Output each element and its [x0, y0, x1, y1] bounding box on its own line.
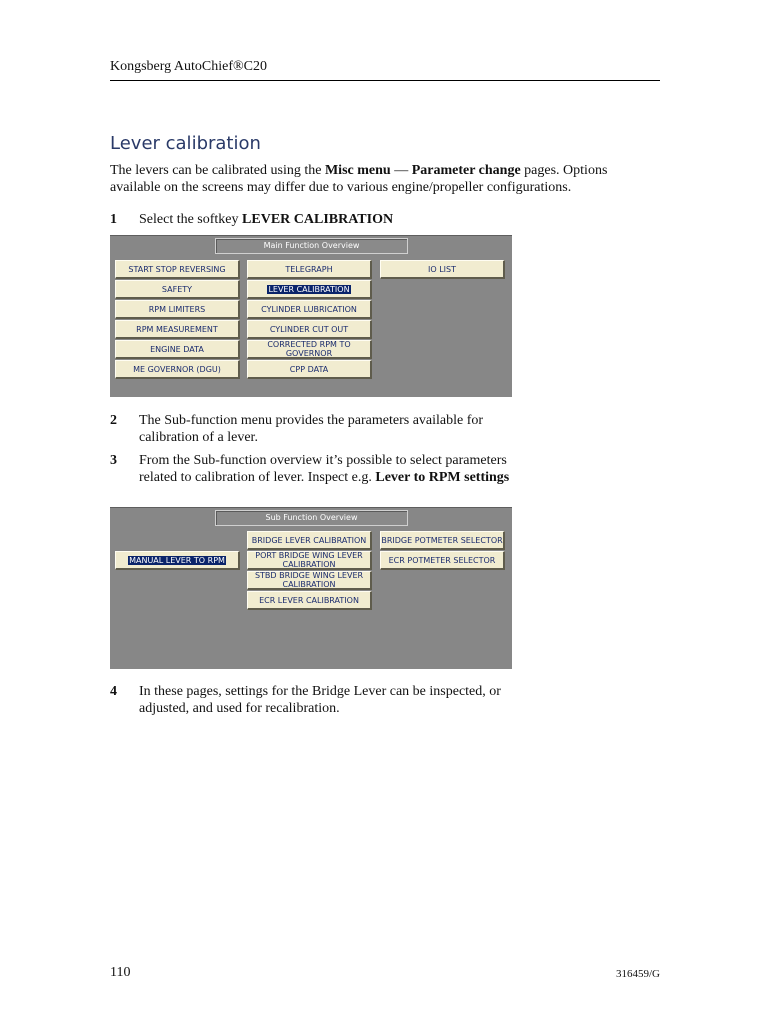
- button-label: PORT BRIDGE WING LEVER CALIBRATION: [255, 551, 363, 569]
- button-label: ENGINE DATA: [150, 344, 204, 354]
- sub-function-overview-panel: [110, 507, 512, 669]
- port-bridge-wing-lever-calibration-button[interactable]: [247, 551, 372, 570]
- ecr-potmeter-selector-button[interactable]: [380, 551, 505, 570]
- button-label: SAFETY: [161, 284, 193, 294]
- button-label: BRIDGE POTMETER SELECTOR: [381, 535, 503, 545]
- button-label: TELEGRAPH: [285, 264, 333, 274]
- step-bold-text: LEVER CALIBRATION: [242, 212, 394, 227]
- step-2: [110, 413, 540, 446]
- intro-bold-parameter-change: Parameter change: [411, 163, 521, 178]
- intro-text-1: The levers can be calibrated using the: [110, 163, 325, 178]
- main-function-overview-panel: [110, 235, 512, 397]
- button-label: ME GOVERNOR (DGU): [133, 364, 221, 374]
- sub-function-overview-title: Sub Function Overview: [215, 510, 408, 526]
- manual-lever-to-rpm-button[interactable]: [115, 551, 240, 570]
- rpm-measurement-button[interactable]: [115, 320, 240, 339]
- main-function-overview-title: Main Function Overview: [215, 238, 408, 254]
- cpp-data-button[interactable]: [247, 360, 372, 379]
- step-number: 1: [110, 212, 117, 227]
- header-rule: [110, 80, 660, 81]
- button-label: BRIDGE LEVER CALIBRATION: [251, 535, 367, 545]
- button-label-selected: LEVER CALIBRATION: [268, 284, 350, 294]
- step-number: 3: [110, 453, 117, 468]
- step-3: [110, 453, 540, 486]
- document-id: 316459/G: [616, 968, 660, 980]
- intro-bold-misc-menu: Misc menu: [324, 163, 391, 178]
- document-header: Kongsberg AutoChief®C20: [110, 59, 267, 74]
- button-label: IO LIST: [428, 264, 456, 274]
- button-label: CYLINDER LUBRICATION: [261, 304, 357, 314]
- step-number: 2: [110, 413, 117, 428]
- page-number: 110: [110, 965, 131, 980]
- bridge-potmeter-selector-button[interactable]: [380, 531, 505, 550]
- step-number: 4: [110, 684, 117, 699]
- safety-button[interactable]: [115, 280, 240, 299]
- button-label: STBD BRIDGE WING LEVER CALIBRATION: [254, 571, 364, 589]
- button-label: CORRECTED RPM TO GOVERNOR: [267, 340, 351, 358]
- cylinder-cut-out-button[interactable]: [247, 320, 372, 339]
- step-text: The Sub-function menu provides the parameters available for calibration of a lever.: [139, 413, 484, 445]
- step-text: From the Sub-function overview it’s possible to select parameters related to calibration of lever. Inspect e.g.: [139, 453, 507, 485]
- intro-paragraph: [110, 162, 660, 196]
- button-label-selected: MANUAL LEVER TO RPM: [129, 555, 225, 565]
- cylinder-lubrication-button[interactable]: [247, 300, 372, 319]
- me-governor-dgu-button[interactable]: [115, 360, 240, 379]
- button-label: START STOP REVERSING: [128, 264, 226, 274]
- section-title: Lever calibration: [110, 133, 261, 154]
- engine-data-button[interactable]: [115, 340, 240, 359]
- step-text: In these pages, settings for the Bridge Lever can be inspected, or adjusted, and used for recalibration.: [139, 684, 501, 716]
- corrected-rpm-to-governor-button[interactable]: [247, 340, 372, 359]
- step-4: [110, 684, 540, 717]
- lever-calibration-button[interactable]: [247, 280, 372, 299]
- intro-dash: —: [390, 163, 412, 178]
- step-1: [110, 212, 540, 229]
- button-label: CYLINDER CUT OUT: [269, 324, 349, 334]
- step-bold-text: Lever to RPM settings: [375, 469, 510, 485]
- button-label: ECR LEVER CALIBRATION: [259, 595, 359, 605]
- rpm-limiters-button[interactable]: [115, 300, 240, 319]
- button-label: RPM LIMITERS: [148, 304, 206, 314]
- start-stop-reversing-button[interactable]: [115, 260, 240, 279]
- step-text: Select the softkey: [139, 212, 243, 227]
- button-label: CPP DATA: [289, 364, 329, 374]
- telegraph-button[interactable]: [247, 260, 372, 279]
- intro-text-2: pages. Options available on the screens may differ due to various engine/propeller configurations.: [110, 163, 608, 195]
- io-list-button[interactable]: [380, 260, 505, 279]
- stbd-bridge-wing-lever-calibration-button[interactable]: [247, 571, 372, 590]
- button-label: ECR POTMETER SELECTOR: [388, 555, 496, 565]
- bridge-lever-calibration-button[interactable]: [247, 531, 372, 550]
- button-label: RPM MEASUREMENT: [136, 324, 218, 334]
- ecr-lever-calibration-button[interactable]: [247, 591, 372, 610]
